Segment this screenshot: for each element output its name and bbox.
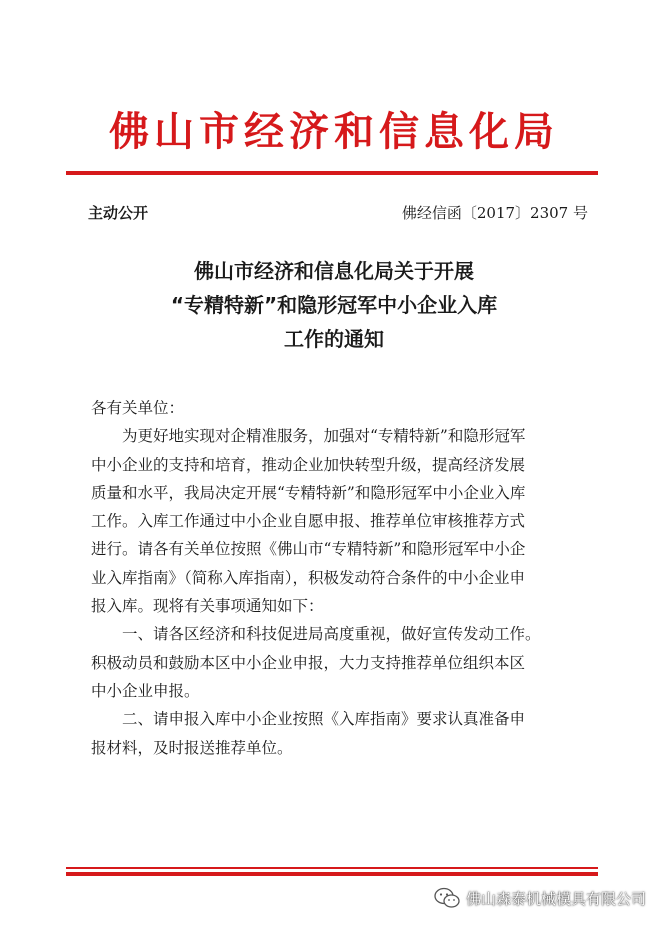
footer-red-rule-thin xyxy=(66,867,598,869)
watermark-text: 佛山森泰机械模具有限公司 xyxy=(465,889,646,908)
notice-title-line: 佛山市经济和信息化局关于开展 xyxy=(194,259,474,283)
salutation: 各有关单位： xyxy=(91,399,185,417)
body-line: 为更好地实现对企精准服务，加强对“专精特新”和隐形冠军 xyxy=(91,427,526,446)
body-line: 中小企业的支持和培育，推动企业加快转型升级，提高经济发展 xyxy=(91,455,526,474)
body-line: 报入库。现将有关事项通知如下： xyxy=(91,597,324,616)
body-line: 进行。请各有关单位按照《佛山市“专精特新”和隐形冠军中小企 xyxy=(91,540,526,559)
agency-title: 佛山市经济和信息化局 xyxy=(109,109,559,155)
wechat-icon xyxy=(434,887,460,909)
body-line: 业入库指南》（简称入库指南），积极发动符合条件的中小企业申 xyxy=(91,568,526,587)
notice-title-line: “专精特新”和隐形冠军中小企业入库 xyxy=(170,293,498,317)
wechat-watermark xyxy=(434,886,646,910)
body-line: 报材料，及时报送推荐单位。 xyxy=(91,738,293,757)
body-line: 积极动员和鼓励本区中小企业申报，大力支持推荐单位组织本区 xyxy=(91,653,526,672)
disclosure-label: 主动公开 xyxy=(88,204,149,222)
header-red-rule xyxy=(66,171,598,175)
notice-title xyxy=(0,254,668,356)
footer-red-rule-thick xyxy=(66,872,598,876)
document-number: 佛经信函〔2017〕2307 号 xyxy=(401,204,588,222)
body-line: 中小企业申报。 xyxy=(91,681,200,700)
body-line: 二、请申报入库中小企业按照《入库指南》要求认真准备申 xyxy=(91,710,526,729)
body-line: 质量和水平，我局决定开展“专精特新”和隐形冠军中小企业入库 xyxy=(91,483,526,502)
body-line: 一、请各区经济和科技促进局高度重视，做好宣传发动工作。 xyxy=(91,625,541,644)
meta-row xyxy=(88,201,588,225)
notice-title-line: 工作的通知 xyxy=(284,327,384,351)
notice-body xyxy=(91,394,587,762)
body-line: 工作。入库工作通过中小企业自愿申报、推荐单位审核推荐方式 xyxy=(91,512,526,531)
